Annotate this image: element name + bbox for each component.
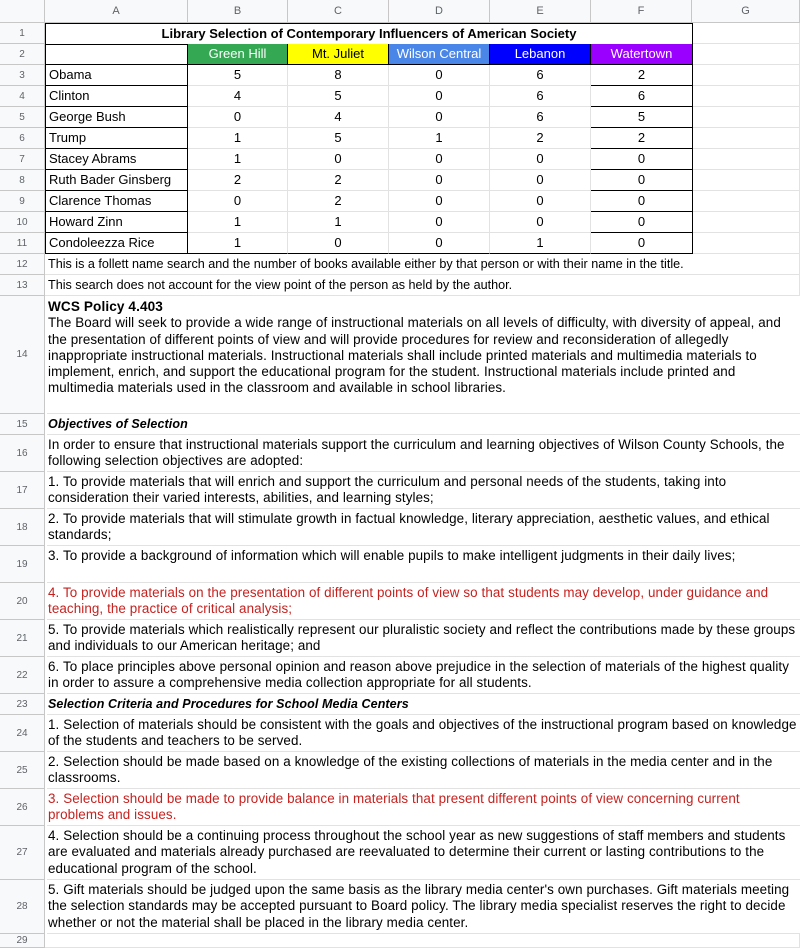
- table-cell[interactable]: 0: [389, 65, 490, 86]
- policy-body: The Board will seek to provide a wide range of instructional materials on all levels of difficulty, with diversity of appeal, and the presentation of different points of view and will provide procedures for review and reconsideration of allegedly inappropriate instructional materials. Instructional materials shall include printed materials and multimedia materials to implement, enrich, and support the educational program for the student. Instructional materials include printed and multimedia materials used in the classroom and available in school libraries.: [48, 315, 781, 396]
- cell-a2[interactable]: [45, 44, 188, 65]
- column-header-d[interactable]: D: [389, 0, 490, 23]
- row-header-18[interactable]: 18: [0, 509, 45, 546]
- criteria-heading[interactable]: Selection Criteria and Procedures for School Media Centers: [47, 694, 800, 715]
- table-cell[interactable]: 5: [591, 107, 693, 128]
- criterion-1[interactable]: 1. Selection of materials should be consistent with the goals and objectives of the instructional program based on knowledge of the students and teachers to be served.: [47, 715, 800, 752]
- row-header-15[interactable]: 15: [0, 414, 45, 435]
- row-header-8[interactable]: 8: [0, 170, 45, 191]
- cell-g2[interactable]: [693, 44, 800, 65]
- row-header-24[interactable]: 24: [0, 715, 45, 752]
- row-header-17[interactable]: 17: [0, 472, 45, 509]
- criterion-5[interactable]: 5. Gift materials should be judged upon the same basis as the library media center's own purchases. Gift materials meeting the selection standards may be accepted pursuant to Board policy. The library media specialist reserves the right to decide whether or not the material shall be placed in the library media center.: [47, 880, 800, 934]
- table-cell[interactable]: 0: [389, 149, 490, 170]
- table-cell[interactable]: 0: [591, 233, 693, 254]
- policy-cell[interactable]: [47, 296, 800, 414]
- note-row-12[interactable]: This is a follett name search and the number of books available either by that person or with their name in the title.: [45, 254, 800, 275]
- policy-title: WCS Policy 4.403: [48, 299, 163, 314]
- table-cell-g[interactable]: [693, 170, 800, 191]
- school-header-mt-juliet[interactable]: Mt. Juliet: [288, 44, 389, 65]
- table-cell[interactable]: 2: [188, 170, 288, 191]
- table-cell-g[interactable]: [693, 233, 800, 254]
- objective-1[interactable]: 1. To provide materials that will enrich and support the curriculum and personal needs of the students, taking into consideration their varied interests, abilities, and learning styles;: [47, 472, 800, 509]
- table-row-name[interactable]: Clarence Thomas: [45, 191, 188, 212]
- column-header-c[interactable]: C: [288, 0, 389, 23]
- table-cell[interactable]: 4: [288, 107, 389, 128]
- column-header-a[interactable]: A: [45, 0, 188, 23]
- row-header-16[interactable]: 16: [0, 435, 45, 472]
- table-cell[interactable]: 1: [188, 233, 288, 254]
- table-cell[interactable]: 0: [490, 149, 591, 170]
- table-cell[interactable]: 4: [188, 86, 288, 107]
- row-header-1[interactable]: 1: [0, 23, 45, 44]
- table-row-name[interactable]: Stacey Abrams: [45, 149, 188, 170]
- table-cell[interactable]: 1: [490, 233, 591, 254]
- table-cell[interactable]: 6: [490, 107, 591, 128]
- table-row-name[interactable]: George Bush: [45, 107, 188, 128]
- note-row-13[interactable]: This search does not account for the view point of the person as held by the author.: [45, 275, 800, 296]
- table-cell[interactable]: 0: [389, 107, 490, 128]
- table-cell[interactable]: 5: [288, 128, 389, 149]
- row-header-22[interactable]: 22: [0, 657, 45, 694]
- table-cell[interactable]: 0: [389, 170, 490, 191]
- table-cell[interactable]: 2: [591, 65, 693, 86]
- table-cell[interactable]: 0: [288, 149, 389, 170]
- row-header-10[interactable]: 10: [0, 212, 45, 233]
- table-cell[interactable]: 0: [389, 86, 490, 107]
- table-cell[interactable]: 1: [188, 212, 288, 233]
- objective-5[interactable]: 5. To provide materials which realistically represent our pluralistic society and reflect the contributions made by these groups and individuals to our American heritage; and: [47, 620, 800, 657]
- column-header-e[interactable]: E: [490, 0, 591, 23]
- school-header-watertown[interactable]: Watertown: [591, 44, 693, 65]
- table-cell[interactable]: 0: [591, 212, 693, 233]
- column-header-b[interactable]: B: [188, 0, 288, 23]
- row-header-26[interactable]: 26: [0, 789, 45, 826]
- corner-cell[interactable]: [0, 0, 45, 23]
- table-cell[interactable]: 2: [490, 128, 591, 149]
- table-cell[interactable]: 8: [288, 65, 389, 86]
- table-title[interactable]: [45, 23, 693, 45]
- table-title-text: Library Selection of Contemporary Influencers of American Society: [161, 26, 577, 41]
- row-header-21[interactable]: 21: [0, 620, 45, 657]
- table-cell[interactable]: 2: [591, 128, 693, 149]
- row-header-4[interactable]: 4: [0, 86, 45, 107]
- table-cell[interactable]: 1: [288, 212, 389, 233]
- table-cell[interactable]: 0: [188, 191, 288, 212]
- objective-4[interactable]: 4. To provide materials on the presentation of different points of view so that students may develop, under guidance and teaching, the practice of critical analysis;: [47, 583, 800, 620]
- row-header-3[interactable]: 3: [0, 65, 45, 86]
- table-cell[interactable]: 1: [188, 128, 288, 149]
- table-row-name[interactable]: Condoleezza Rice: [45, 233, 188, 254]
- objectives-intro[interactable]: In order to ensure that instructional materials support the curriculum and learning objectives of Wilson County Schools, the following selection objectives are adopted:: [47, 435, 800, 472]
- row-header-11[interactable]: 11: [0, 233, 45, 254]
- row-header-12[interactable]: 12: [0, 254, 45, 275]
- table-cell[interactable]: 0: [288, 233, 389, 254]
- table-cell[interactable]: 1: [188, 149, 288, 170]
- table-cell[interactable]: 0: [389, 191, 490, 212]
- table-cell-g[interactable]: [693, 65, 800, 86]
- table-cell[interactable]: 6: [490, 86, 591, 107]
- table-row-name[interactable]: Trump: [45, 128, 188, 149]
- column-header-f[interactable]: F: [591, 0, 692, 23]
- empty-row-29[interactable]: [45, 934, 800, 948]
- row-header-9[interactable]: 9: [0, 191, 45, 212]
- table-cell[interactable]: 0: [389, 212, 490, 233]
- row-header-23[interactable]: 23: [0, 694, 45, 715]
- table-row-name[interactable]: Ruth Bader Ginsberg: [45, 170, 188, 191]
- table-cell[interactable]: 0: [490, 212, 591, 233]
- row-header-5[interactable]: 5: [0, 107, 45, 128]
- table-row-name[interactable]: Clinton: [45, 86, 188, 107]
- table-row-name[interactable]: Obama: [45, 65, 188, 86]
- school-header-lebanon[interactable]: Lebanon: [490, 44, 591, 65]
- row-header-20[interactable]: 20: [0, 583, 45, 620]
- table-cell[interactable]: 0: [591, 191, 693, 212]
- table-row-name[interactable]: Howard Zinn: [45, 212, 188, 233]
- row-header-7[interactable]: 7: [0, 149, 45, 170]
- column-header-g[interactable]: G: [692, 0, 800, 23]
- table-cell-g[interactable]: [693, 212, 800, 233]
- row-header-6[interactable]: 6: [0, 128, 45, 149]
- row-header-27[interactable]: 27: [0, 826, 45, 880]
- table-cell-g[interactable]: [693, 107, 800, 128]
- objective-3[interactable]: 3. To provide a background of information which will enable pupils to make intelligent judgments in their daily lives;: [47, 546, 800, 583]
- table-cell-g[interactable]: [693, 191, 800, 212]
- school-header-green-hill[interactable]: Green Hill: [188, 44, 288, 65]
- table-cell[interactable]: 0: [188, 107, 288, 128]
- row-header-28[interactable]: 28: [0, 880, 45, 934]
- table-cell-g[interactable]: [693, 149, 800, 170]
- table-cell[interactable]: 2: [288, 191, 389, 212]
- table-cell[interactable]: 5: [188, 65, 288, 86]
- table-cell[interactable]: 0: [591, 149, 693, 170]
- table-cell[interactable]: 2: [288, 170, 389, 191]
- row-header-29[interactable]: 29: [0, 934, 45, 948]
- objective-2[interactable]: 2. To provide materials that will stimulate growth in factual knowledge, literary appreciation, aesthetic values, and ethical standards;: [47, 509, 800, 546]
- table-cell[interactable]: 1: [389, 128, 490, 149]
- table-cell[interactable]: 0: [389, 233, 490, 254]
- table-cell[interactable]: 5: [288, 86, 389, 107]
- objective-6[interactable]: 6. To place principles above personal opinion and reason above prejudice in the selection of materials of the highest quality in order to assure a comprehensive media collection appropriate for all students.: [47, 657, 800, 694]
- row-header-14[interactable]: 14: [0, 296, 45, 414]
- row-header-2[interactable]: 2: [0, 44, 45, 65]
- table-cell[interactable]: 0: [490, 191, 591, 212]
- table-cell[interactable]: 6: [490, 65, 591, 86]
- objectives-heading[interactable]: Objectives of Selection: [47, 414, 800, 435]
- row-header-19[interactable]: 19: [0, 546, 45, 583]
- table-cell[interactable]: 0: [490, 170, 591, 191]
- table-cell-g[interactable]: [693, 128, 800, 149]
- cell-g1[interactable]: [693, 23, 800, 44]
- school-header-wilson-central[interactable]: Wilson Central: [389, 44, 490, 65]
- row-header-13[interactable]: 13: [0, 275, 45, 296]
- criterion-2[interactable]: 2. Selection should be made based on a knowledge of the existing collections of materials in the media center and in the classrooms.: [47, 752, 800, 789]
- criterion-3[interactable]: 3. Selection should be made to provide balance in materials that present different points of view concerning current problems and issues.: [47, 789, 800, 826]
- table-cell[interactable]: 6: [591, 86, 693, 107]
- table-cell[interactable]: 0: [591, 170, 693, 191]
- criterion-4[interactable]: 4. Selection should be a continuing process throughout the school year as new suggestions of staff members and students are evaluated and materials already purchased are reevaluated to determine their current or lasting contributions to the educational program of the school.: [47, 826, 800, 880]
- row-header-25[interactable]: 25: [0, 752, 45, 789]
- table-cell-g[interactable]: [693, 86, 800, 107]
